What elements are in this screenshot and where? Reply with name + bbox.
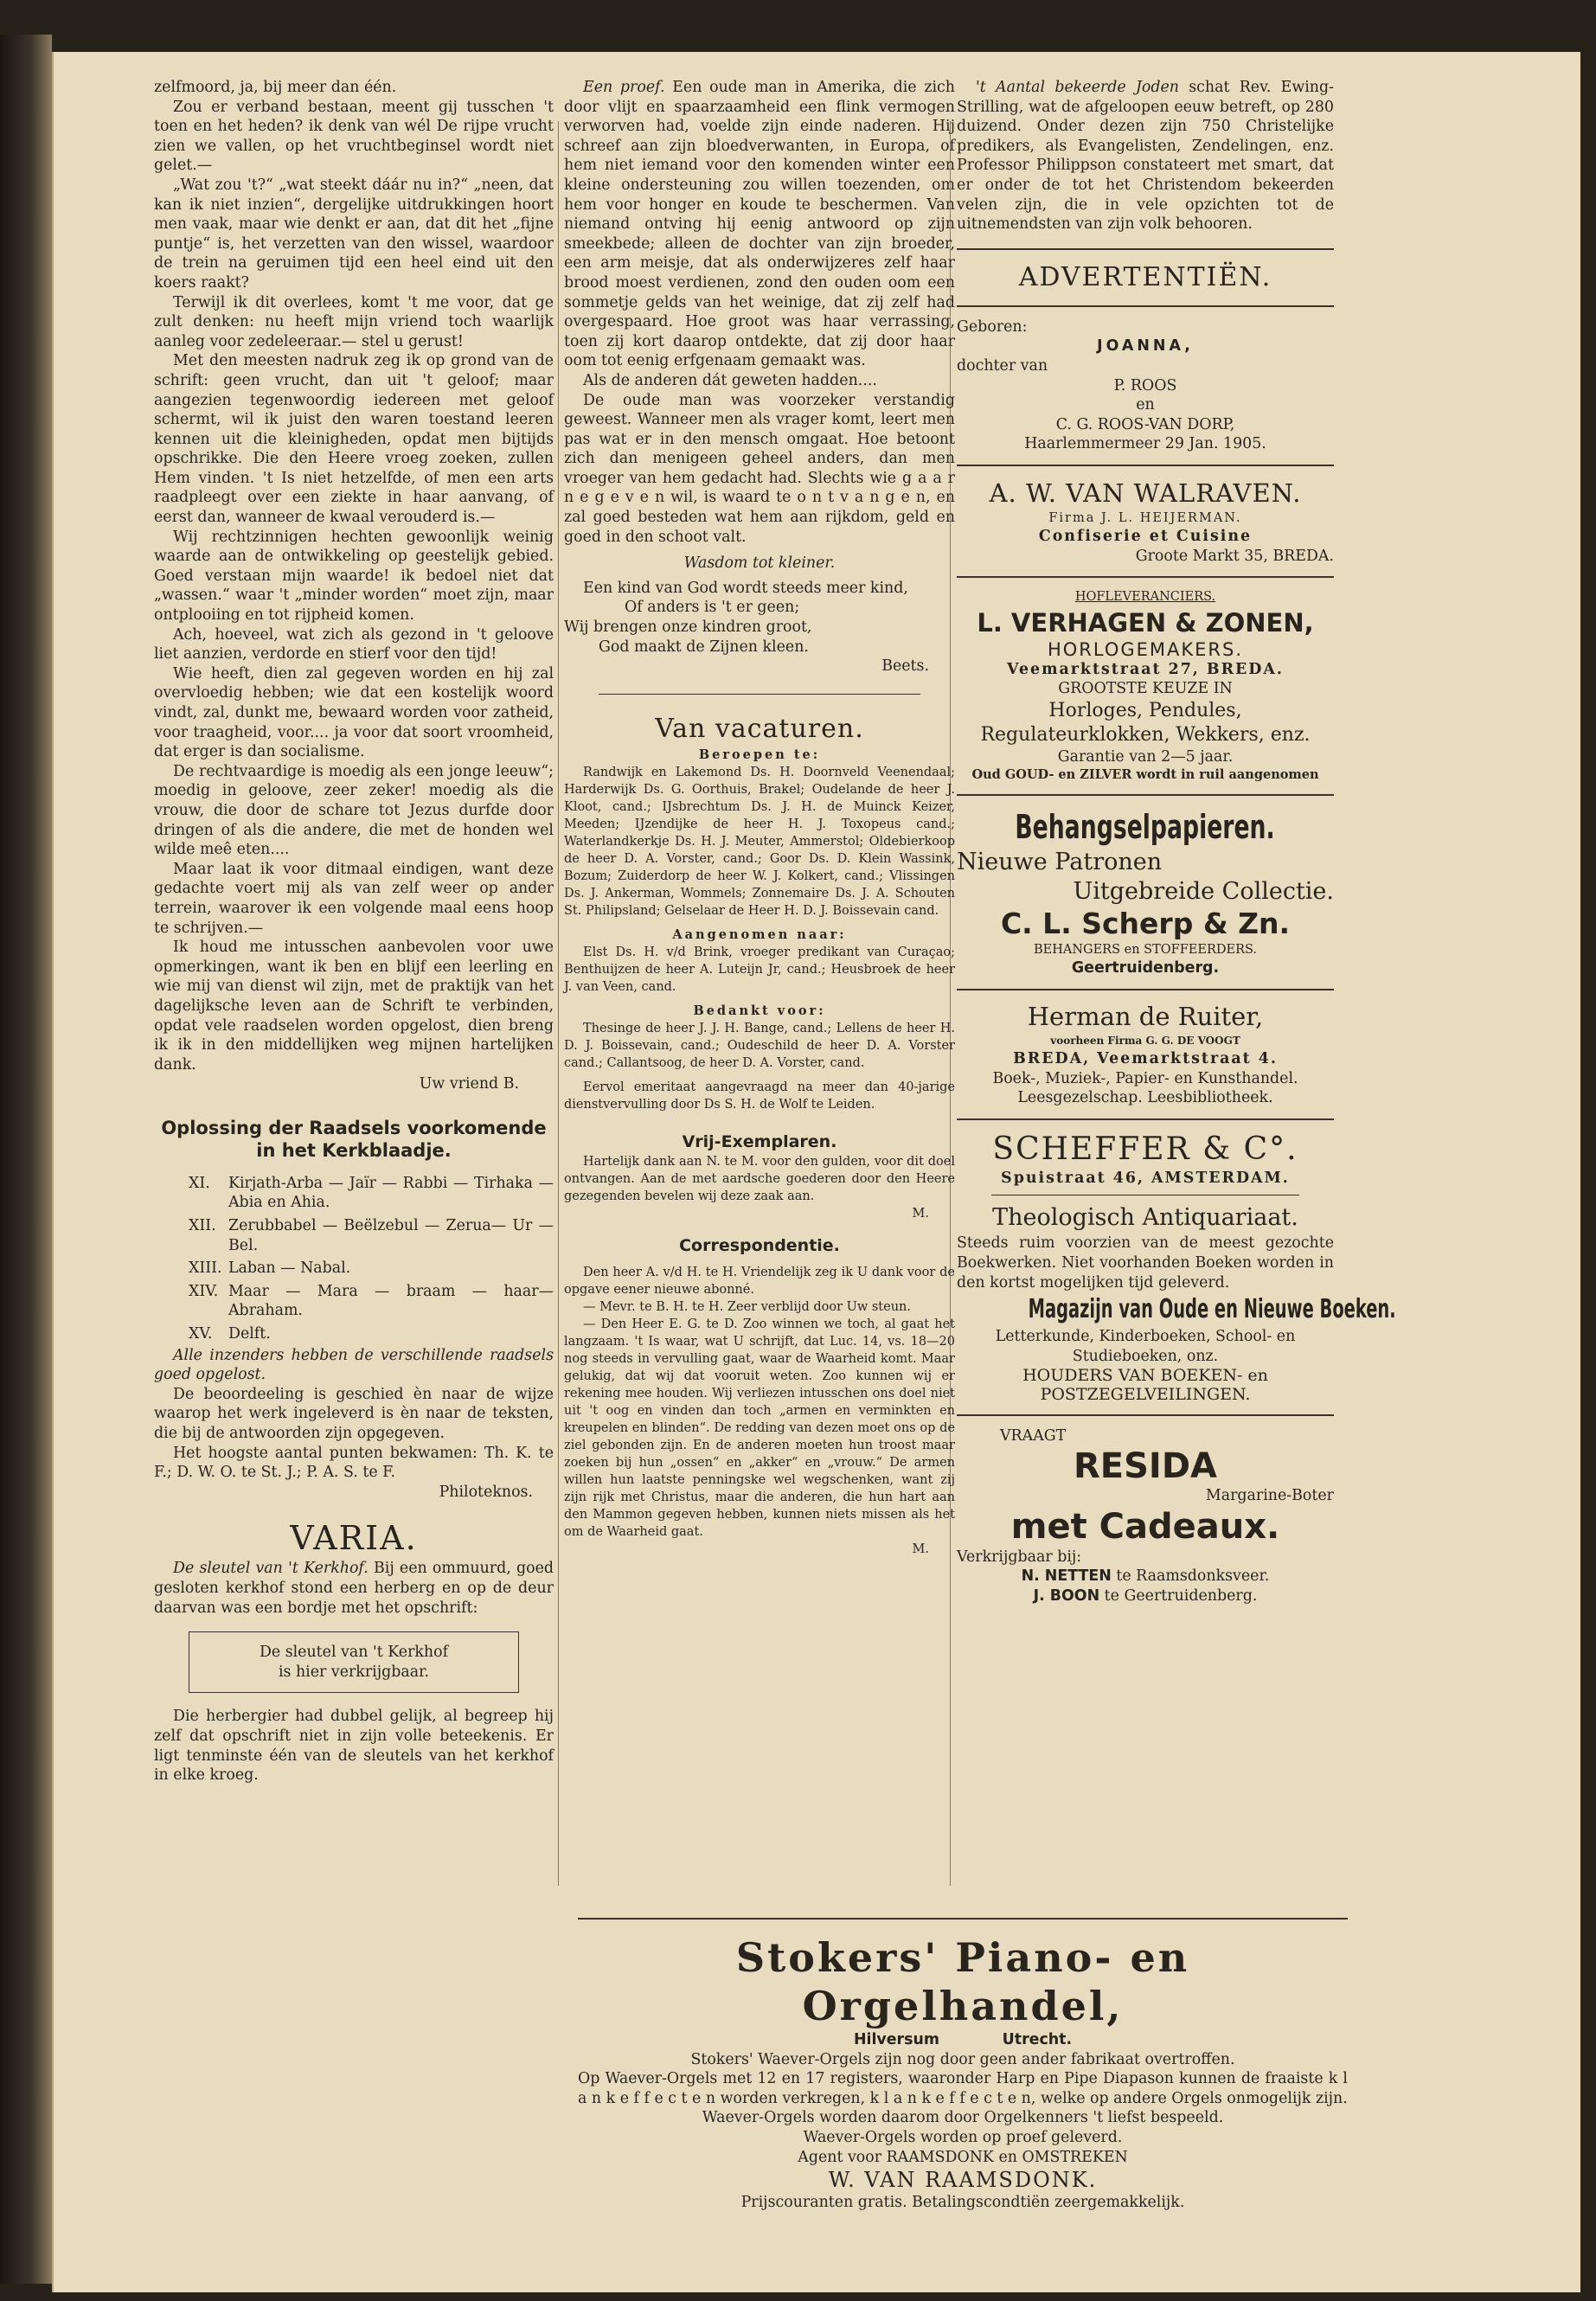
magazijn: Magazijn van Oude en Nieuwe Boeken.	[1028, 1294, 1396, 1325]
varia-text: Bij een ommuurd, goed gesloten kerkhof stond een herberg en op de deur daarvan was een bordje met het opschrift:	[154, 1560, 554, 1617]
walraven-confiserie: Confiserie et Cuisine	[1038, 527, 1253, 545]
ad-ruiter	[957, 1001, 1334, 1108]
ad-resida	[957, 1426, 1334, 1606]
proef-text: Een oude man in Amerika, die zich door vlijt en spaarzaamheid een flink vermogen verworven had, voelde zijn einde naderen. Hij schreef aan zijn bloedverwanten, in Europa, of hem niet iemand voor den komenden winter een kleine ondersteuning zou willen toezenden, om hem voor honger en koude te beschermen. Van niemand ontving hij eenig antwoord op zijn smeekbede; alleen de dochter van zijn broeder, een arm meisje, dat als onderwijzeres zelf haar brood moest verdienen, zond den ouden oom een sommetje gelds van het weinige, dat zij zelf had overgespaard. Hoe groot was haar verrassing, toen zij kort daarop ontdekte, dat zij door haar oom tot eenig erfgenaam gemaakt was.	[564, 79, 955, 370]
riddle-answer: Kirjath-Arba — Jaïr — Rabbi — Tirhaka — Abia en Ahia.	[228, 1174, 554, 1212]
scheffer-address: Spuistraat 46, AMSTERDAM.	[1001, 1169, 1290, 1187]
col1-paragraph-5: Wij rechtzinnigen hechten gewoonlijk weinig waarde aan de ontwikkeling op geestelijk gebied. Goed verstaan mijn waarde! ik bedoel niet dat „wassen.“ waar 't „minder worden“ moet zijn, maar ontplooiing en tot rijpheid komen.	[154, 528, 554, 625]
column-1	[154, 78, 554, 1785]
col1-paragraph-10: Ik houd me intusschen aanbevolen voor uwe opmerkingen, want ik ben en blijf een leerling en wie mij van dienst wil zijn, met de praktijk van het dagelijksche leven aan de Schrift te verbinden, opdat vele raadselen worden opgelost, dien breng ik ik in den middellijken weg mijnen hartelijken dank.	[154, 939, 554, 1074]
leesgezelschap: Leesgezelschap. Leesbibliotheek.	[1017, 1089, 1273, 1107]
stokers-line-6: W. VAN RAAMSDONK.	[828, 2168, 1098, 2193]
wasdom-title: Wasdom tot kleiner.	[683, 554, 836, 573]
ruiter-address: BREDA, Veemarktstraat 4.	[1013, 1050, 1278, 1068]
correspondentie-heading: Correspondentie.	[679, 1235, 840, 1255]
col1-paragraph-1: Zou er verband bestaan, meent gij tusschen 't toen en het heden? ik denk van wél De rijpe vrucht zien we vallen, op het vruchtbeginsel wordt niet gelet.—	[154, 98, 554, 175]
walraven-firma: Firma J. L. HEIJERMAN.	[1048, 510, 1242, 525]
stokers-line-7: Prijscouranten gratis. Betalingscondtiën zeergemakkelijk.	[740, 2194, 1185, 2212]
vraagt: VRAAGT	[1000, 1427, 1067, 1445]
divider	[957, 1414, 1334, 1416]
aangenomen-text: Elst Ds. H. v/d Brink, vroeger predikant van Curaçao; Benthuijzen de heer A. Luteijn Jr, cand.; Heusbroek de heer J. van Veen, cand.	[564, 945, 955, 994]
margarine-boter: Margarine-Boter	[1205, 1487, 1334, 1504]
divider	[957, 248, 1334, 250]
col1-paragraph-7: Wie heeft, dien zal gegeven worden en hij zal overvloedig hebben; wie dat een kostelijk woord vindt, zal, dunkt me, bewaard worden voor zatheid, voor traagheid, voor.... ja voor dat soort vroomheid, dat erger is dan socialisme.	[154, 664, 554, 761]
varia-sign-box	[189, 1631, 519, 1693]
riddle-answer: Delft.	[228, 1325, 271, 1343]
column-2	[564, 78, 955, 1558]
riddle-number: XII.	[189, 1217, 216, 1235]
scheffer-name: SCHEFFER & C°.	[992, 1131, 1298, 1167]
varia-lead: De sleutel van 't Kerkhof.	[173, 1560, 369, 1578]
vacaturen-title: Van vacaturen.	[655, 713, 864, 744]
ruiter-voorheen: voorheen Firma G. G. DE VOOGT	[1050, 1035, 1240, 1048]
walraven-name: A. W. VAN WALRAVEN.	[989, 478, 1302, 508]
riddle-number: XIV.	[189, 1282, 219, 1300]
behangselpapieren: Behangselpapieren.	[1015, 808, 1276, 847]
theologisch-text: Steeds ruim voorzien van de meest gezochte Boekwerken. Niet voorhanden Boeken worden in den kortst mogelijken tijd geleverd.	[957, 1234, 1334, 1292]
birth-place-date: Haarlemmermeer 29 Jan. 1905.	[1024, 435, 1266, 453]
stokers-utrecht: Utrecht.	[1002, 2031, 1073, 2048]
vrij-text: Hartelijk dank aan N. te M. voor den gulden, voor dit doel ontvangen. Aan de met aardsche goederen door den Heere gezegenden bevelen wij deze zaak aan.	[564, 1154, 955, 1203]
riddle-number: XIII.	[189, 1259, 222, 1278]
corr-signature: M.	[912, 1541, 929, 1556]
ruiter-name: Herman de Ruiter,	[1027, 1002, 1264, 1032]
aangenomen-heading: Aangenomen naar:	[672, 926, 847, 942]
riddles-note-1: De beoordeeling is geschied èn naar de wijze waarop het werk ingeleverd is èn naar de teksten, die bij de antwoorden zijn opgegeven.	[154, 1385, 554, 1442]
ad-stokers	[578, 1933, 1348, 2213]
father-name: P. ROOS	[1113, 376, 1177, 394]
corr-p2: — Mevr. te B. H. te H. Zeer verblijd door Uw steun.	[583, 1299, 912, 1314]
ad-walraven	[957, 477, 1334, 566]
ruiter-boekhandel: Boek-, Muziek-, Papier- en Kunsthandel.	[992, 1069, 1298, 1087]
riddles-signature: Philoteknos.	[439, 1483, 533, 1501]
houders: HOUDERS VAN BOEKEN- en POSTZEGELVEILINGEN.	[1022, 1366, 1268, 1405]
bedankt-heading: Bedankt voor:	[693, 1003, 826, 1018]
riddle-15	[189, 1324, 554, 1344]
nieuwe-patronen: Nieuwe Patronen	[957, 849, 1163, 876]
uitgebreide-collectie: Uitgebreide Collectie.	[1073, 878, 1334, 906]
hofleveranciers: HOFLEVERANCIERS.	[1074, 590, 1216, 605]
column-rule-1	[558, 121, 559, 1886]
riddles-note-2: Het hoogste aantal punten bekwamen: Th. K. te F.; D. W. O. te St. J.; P. A. S. te F.	[154, 1444, 554, 1482]
col1-signature: Uw vriend B.	[419, 1075, 519, 1093]
divider	[957, 1118, 1334, 1120]
col1-paragraph-6: Ach, hoeveel, wat zich als gezond in 't geloove liet aanzien, verdorde en stierf voor den tijd!	[154, 625, 554, 663]
divider	[957, 305, 1334, 307]
proef-lead: Een proef.	[583, 79, 665, 96]
ad-scheffer	[957, 1131, 1396, 1405]
geertruidenberg: Geertruidenberg.	[1071, 959, 1220, 977]
bedankt-text: Thesinge de heer J. J. H. Bange, cand.; Lellens de heer H. D. J. Boissevain, cand.; Oudeschild de heer D. A. Vorster cand.; Callantsoog, de heer D. A. Vorster, cand.	[564, 1021, 955, 1070]
riddle-11	[189, 1174, 554, 1213]
divider	[957, 989, 1334, 990]
eervol-text: Eervol emeritaat aangevraagd na meer dan 40-jarige dienstverv​ulling door Ds S. H. de Wolf te Leiden.	[564, 1080, 955, 1112]
corr-p1: Den heer A. v/d H. te H. Vriendelijk zeg ik U dank voor de opgave eener nieuwe abonné.	[564, 1265, 955, 1297]
poem-line-3: Wij brengen onze kindren groot,	[564, 619, 812, 637]
grootste-keuze: GROOTSTE KEUZE IN	[1058, 680, 1233, 698]
varia-end: Die herbergier had dubbel gelijk, al begreep hij zelf dat opschrift niet in zijn volle beteekenis. Er ligt tenminste één van de sleutels van het kerkhof in elke kroeg.	[154, 1708, 554, 1785]
behangers: BEHANGERS en STOFFEERDERS.	[1033, 943, 1258, 958]
garantie: Garantie van 2—5 jaar.	[1057, 747, 1234, 766]
poem-author: Beets.	[881, 657, 929, 676]
col1-paragraph-8: De rechtvaardige is moedig als een jonge leeuw“; moedig in geloove, zeer zeker! moedig als die vrouw, die door de schare tot Jezus durfde door dringen of als die andere, die met de honden wel wilde meê eten....	[154, 762, 554, 859]
baby-name: JOANNA,	[1097, 337, 1194, 356]
poem-line-1: Een kind van God wordt steeds meer kind,	[583, 579, 908, 597]
advertentien-title: ADVERTENTIËN.	[1018, 261, 1272, 292]
mother-name: C. G. ROOS-VAN DORP,	[1055, 415, 1235, 433]
verhagen-address: Veemarktstraat 27, BREDA.	[1007, 660, 1284, 678]
divider	[957, 576, 1334, 578]
met-cadeaux: met Cadeaux.	[1010, 1506, 1280, 1547]
varia-title: VARIA.	[290, 1519, 418, 1558]
netten-place: te Raamsdonksveer.	[1116, 1567, 1270, 1586]
col1-paragraph-3: Terwijl ik dit overlees, komt 't me voor, dat ge zult denken: nu heeft mijn vriend toch waarlijk aanleg voor zedeleeraar.— stel u gerust!	[154, 293, 554, 350]
birth-announcement	[957, 317, 1334, 454]
ad-scherp	[957, 806, 1334, 978]
col1-paragraph-9: Maar laat ik voor ditmaal eindigen, want deze gedachte voert mij als van zelf weer op ander terrein, waarover ik een volgende maal eens hoop te schrijven.—	[154, 860, 554, 937]
netten-name: N. NETTEN	[1021, 1567, 1112, 1586]
proef-p2: Als de anderen dát geweten hadden....	[583, 371, 877, 389]
horlogemakers: HORLOGEMAKERS.	[1047, 639, 1244, 661]
proef-p3: De oude man was voorzeker verstandig geweest. Wanneer men als vrager komt, leert men pas wat er in den mensch omgaat. Hoe betoont zich dan menigeen geheel anders, dan men vroeger van hem gedacht had. Slechts wie g a a r n e g e v e n wil, is waard te o n t v a n g e n, en zal goed besteden wat hem aan rijkdom, geld en goed in den schoot valt.	[564, 391, 955, 546]
oud-goud: Oud GOUD- en ZILVER wordt in ruil aangenomen	[971, 767, 1319, 783]
riddle-number: XV.	[189, 1325, 213, 1343]
resida-name: RESIDA	[1074, 1446, 1217, 1486]
boon-place: te Geertruidenberg.	[1104, 1586, 1258, 1605]
boon-name: J. BOON	[1033, 1586, 1100, 1605]
stokers-title: Stokers' Piano- en Orgelhandel,	[735, 1934, 1190, 2029]
stokers-line-3: Waever-Orgels worden daarom door Orgelkenners 't liefst bespeeld.	[702, 2109, 1224, 2127]
letterkunde: Letterkunde, Kinderboeken, School- en Studieboeken, onz.	[995, 1328, 1296, 1365]
beroepen-text: Randwijk en Lakemond Ds. H. Doornveld Veenendaal; Harderwijk Ds. G. Oorthuis, Brakel; Oudelande de heer J. Kloot, cand.; IJsbrechtum Ds. J. H. de Muinck Keizer, Meeden; IJzendijke de heer H. J. Toxopeus cand.; Waterlandkerkje Ds. H. J. Meuter, Ammerstol; Oldebierkoop de heer D. A. Vorster, cand.; Goor Ds. D. Klein Wassink, Bozum; Zuiderdorp de heer W. J. Kolkert, cand.; Vlissingen Ds. J. Ankerman, Wommels; Zonnemaire Ds. J. A. Schouten St. Philipsland; Gelselaar de Heer H. D. J. Boissevain cand.	[564, 765, 955, 918]
col1-paragraph-4: Met den meesten nadruk zeg ik op grond van de schrift: geen vrucht, dan uit 't geloof; maar aangezien tegenwoordig iedereen met geloof schermt, wil ik juist den waren toestand leeren kennen uit die kleinigheden, opdat men bijtijds opschrikke. Die den Heere vroeg zoeken, zullen Hem vinden. 't Is niet hetzelfde, of men een arts raadpleegt over een ziekte in haar aanvang, of eerst dan, wanneer de kwaal verouderd is.—	[154, 352, 554, 527]
verkrijgbaar-bij: Verkrijgbaar bij:	[957, 1548, 1082, 1566]
stokers-line-2: Op Waever-Orgels met 12 en 17 registers, waaronder Harp en Pipe Diapason kunnen de fraaiste k l a n k e f f e c t e n worden verkregen, k l a n k e f f e c t e n, welke op andere Orgels onmogelijk zijn.	[578, 2070, 1348, 2107]
riddle-14	[189, 1282, 554, 1321]
riddle-answer: Laban — Nabal.	[228, 1259, 351, 1278]
walraven-address: Groote Markt 35, BREDA.	[1135, 547, 1334, 565]
riddles-heading: Oplossing der Raadsels voorkomende in het Kerkblaadje.	[161, 1117, 547, 1161]
ad-verhagen	[957, 588, 1334, 784]
varia-box-line-2: is hier verkrijgbaar.	[278, 1663, 430, 1681]
riddle-number: XI.	[189, 1174, 210, 1192]
book-spine	[0, 35, 52, 2284]
stokers-line-4: Waever-Orgels worden op proef geleverd.	[803, 2128, 1123, 2146]
stokers-line-1: Stokers' Waever-Orgels zijn nog door geen ander fabrikaat overtroffen.	[690, 2050, 1235, 2068]
vrij-signature: M.	[912, 1206, 929, 1221]
stokers-hilversum: Hilversum	[853, 2031, 939, 2048]
poem-line-4: God maakt de Zijnen kleen.	[599, 638, 809, 656]
scherp-name: C. L. Scherp & Zn.	[1000, 907, 1291, 941]
dochter-van: dochter van	[957, 356, 1048, 375]
riddle-13	[189, 1259, 554, 1279]
vrij-heading: Vrij-Exemplaren.	[682, 1131, 837, 1151]
col1-paragraph-2: „Wat zou 't?“ „wat steekt dáár nu in?“ „neen, dat kan ik niet inzien“, dergelijke uitdrukkingen hoort men vaak, maar wie denkt er aan, dat dit het „fijne puntje“ is, het verzetten van den wissel, waardoor de trein na geruimen tijd een heel eind uit den koers raakt?	[154, 176, 554, 292]
riddle-answer: Maar — Mara — braam — haar— Abraham.	[228, 1282, 554, 1320]
divider	[599, 694, 920, 695]
column-3	[957, 78, 1396, 1606]
divider	[957, 794, 1334, 796]
divider	[578, 1918, 1348, 1920]
riddles-note-0: Alle inzenders hebben de verschillende raadsels goed opgelost.	[154, 1346, 554, 1384]
corr-p3: — Den Heer E. G. te D. Zoo winnen we toch, al gaat het langzaam. 't Is waar, wat U schrijft, dat Luc. 14, vs. 18—20 nog steeds in vervulling gaat, waar de Waarheid komt. Maar gelukig, dat wij dat vooruit weten. Zoo kunnen wij er rekening mee houden. Wij verliezen intusschen ons doel niet uit 't oog en vinden dan toch „armen en verminkten en kreupelen en blinden“. De redding van dezen moet ons op de ziel gebonden zijn. En de anderen moeten hun troost maar zoeken bij hun „ossen“ en „akker“ en „vrouw.“ De armen willen hun laatste penningske wel wegschenken, want zij zijn rijk met Christus, maar die anderen, die hun hart aan den Mammon gegeven hebben, kunnen niets missen als het om de Waarheid gaat.	[564, 1317, 955, 1539]
riddle-12	[189, 1216, 554, 1255]
horloges-list: Horloges, Pendules, Regulateurklokken, Wekkers, enz.	[980, 699, 1311, 746]
varia-box-line-1: De sleutel van 't Kerkhof	[259, 1644, 449, 1662]
theologisch-antiquariaat: Theologisch Antiquariaat.	[992, 1204, 1298, 1232]
joden-lead: 't Aantal bekeerde Joden	[976, 79, 1179, 96]
poem-line-2: Of anders is 't er geen;	[625, 599, 800, 617]
geboren-label: Geboren:	[957, 317, 1028, 336]
riddle-answer: Zerubbabel — Beëlzebul — Zerua— Ur — Bel.	[228, 1217, 554, 1254]
stokers-line-5: Agent voor RAAMSDONK en OMSTREKEN	[798, 2148, 1128, 2166]
en-word: en	[1136, 396, 1155, 414]
verhagen-name: L. VERHAGEN & ZONEN,	[977, 608, 1314, 638]
beroepen-heading: Beroepen te:	[698, 747, 821, 762]
col1-paragraph-0: zelfmoord, ja, bij meer dan één.	[154, 79, 397, 96]
joden-text: schat Rev. Ewing-Strilling, wat de afgeloopen eeuw betreft, op 280 duizend. Onder dezen zijn 750 Christelijke predikers, als Evangelisten, Zendelingen, enz. Professor Philippson constateert met smart, dat er onder de tot het Christendom bekeerden velen zijn, die in vele opzichten tot de uitnemendsten van zijn volk behooren.	[957, 79, 1334, 234]
divider	[957, 465, 1334, 466]
